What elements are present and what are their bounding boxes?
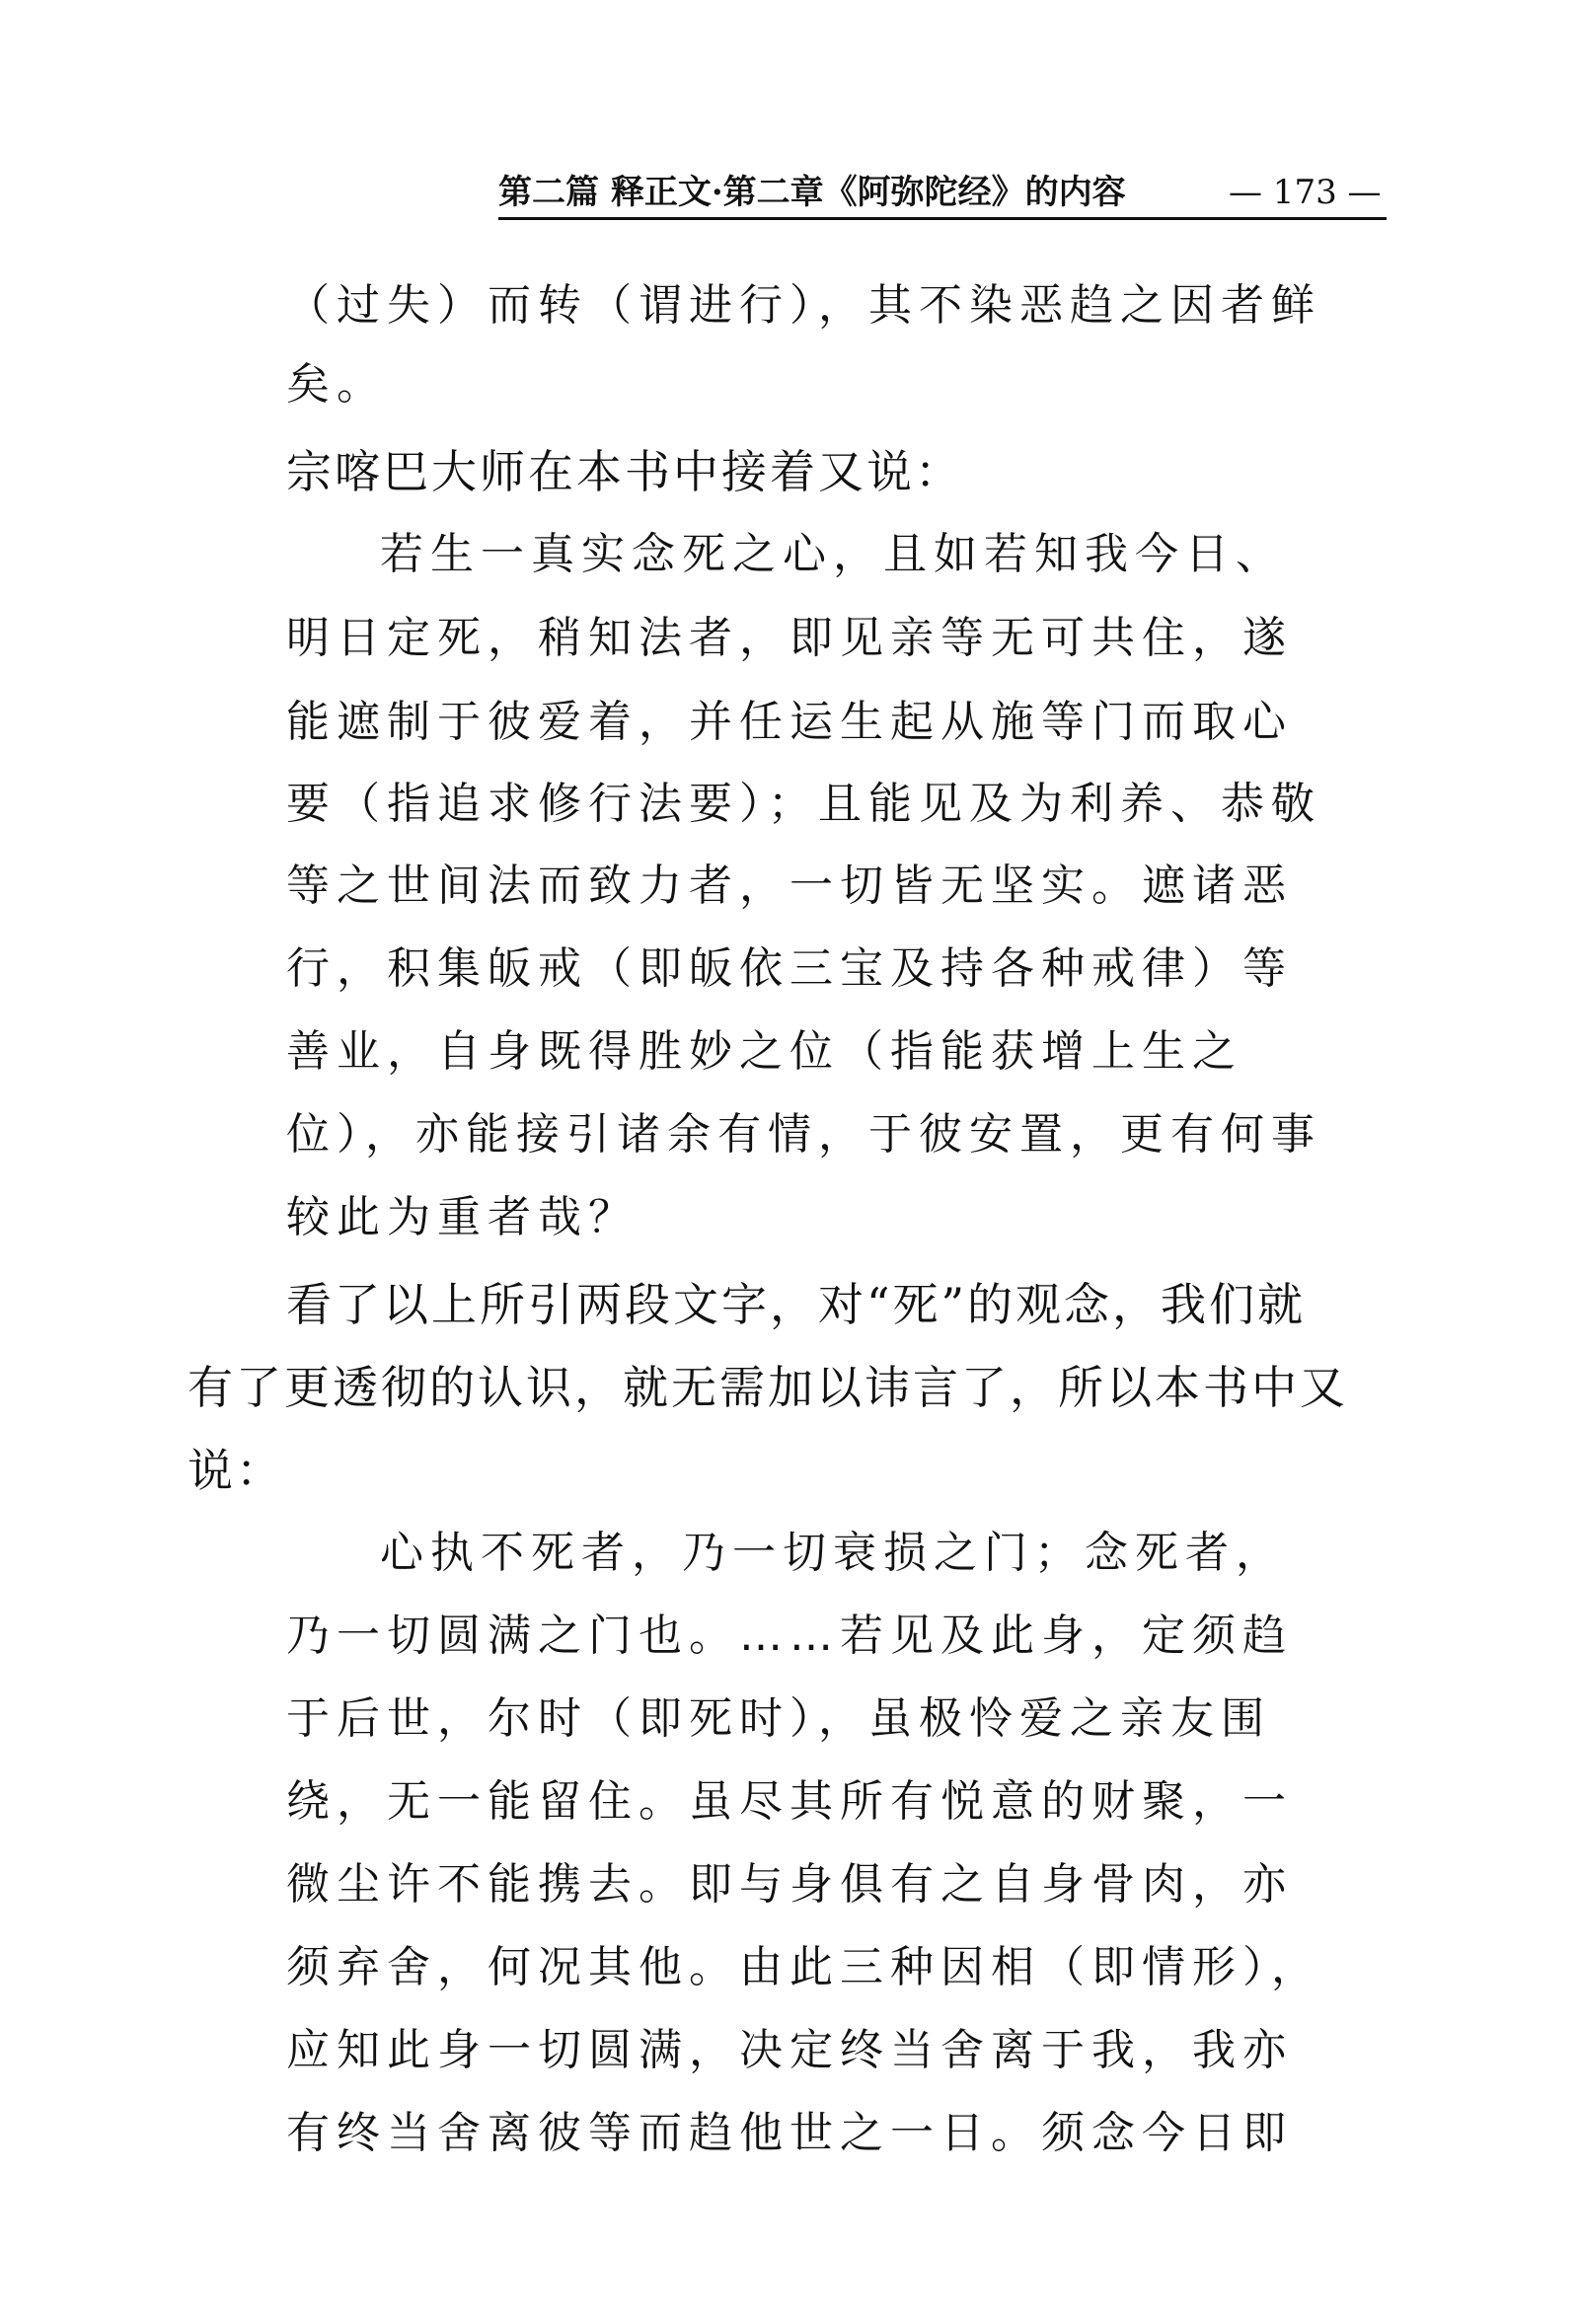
text-line: 看了以上所引两段文字，对“死”的观念，我们就 <box>286 1278 1307 1331</box>
text-line: 善业，自身既得胜妙之位（指能获增上生之 <box>286 1026 1242 1077</box>
header-rule <box>498 217 1387 220</box>
text-line: 绕，无一能留住。虽尽其所有悦意的财聚，一 <box>286 1776 1293 1827</box>
text-line: 心执不死者，乃一切衰损之门；念死者， <box>380 1528 1286 1578</box>
text-line: 宗喀巴大师在本书中接着又说： <box>286 445 963 498</box>
text-line: 明日定死，稍知法者，即见亲等无可共住，遂 <box>286 613 1293 663</box>
text-line: （过失）而转（谓进行），其不染恶趋之因者鲜 <box>286 280 1321 331</box>
text-line: 有了更透彻的认识，就无需加以讳言了，所以本书中又 <box>188 1361 1348 1414</box>
text-line: 较此为重者哉？ <box>286 1192 639 1242</box>
text-line: 应知此身一切圆满，决定终当舍离于我，我亦 <box>286 2025 1293 2075</box>
header-title: 第二篇 释正文·第二章《阿弥陀经》的内容 <box>498 173 1126 212</box>
text-line: 若生一真实念死之心，且如若知我今日、 <box>380 529 1286 579</box>
page-number: — 173 — <box>1229 173 1382 212</box>
text-line: 乃一切圆满之门也。……若见及此身，定须趋 <box>286 1611 1293 1661</box>
text-line: 等之世间法而致力者，一切皆无坚实。遮诸恶 <box>286 861 1293 911</box>
text-line: 要（指追求修行法要）；且能见及为利养、恭敬 <box>286 779 1321 829</box>
running-header <box>498 168 1387 217</box>
text-line: 于后世，尔时（即死时），虽极怜爱之亲友围 <box>286 1693 1271 1744</box>
text-line: 行，积集皈戒（即皈依三宝及持各种戒律）等 <box>286 943 1293 994</box>
text-line: 位），亦能接引诸余有情，于彼安置，更有何事 <box>286 1109 1321 1160</box>
text-line: 能遮制于彼爱着，并任运生起从施等门而取心 <box>286 697 1293 747</box>
text-line: 矣。 <box>286 359 387 410</box>
text-line: 微尘许不能携去。即与身俱有之自身骨肉，亦 <box>286 1859 1293 1910</box>
text-line: 有终当舍离彼等而趋他世之一日。须念今日即 <box>286 2108 1293 2158</box>
text-line: 说： <box>188 1444 284 1497</box>
text-line: 须弃舍，何况其他。由此三种因相（即情形）， <box>286 1942 1321 1992</box>
